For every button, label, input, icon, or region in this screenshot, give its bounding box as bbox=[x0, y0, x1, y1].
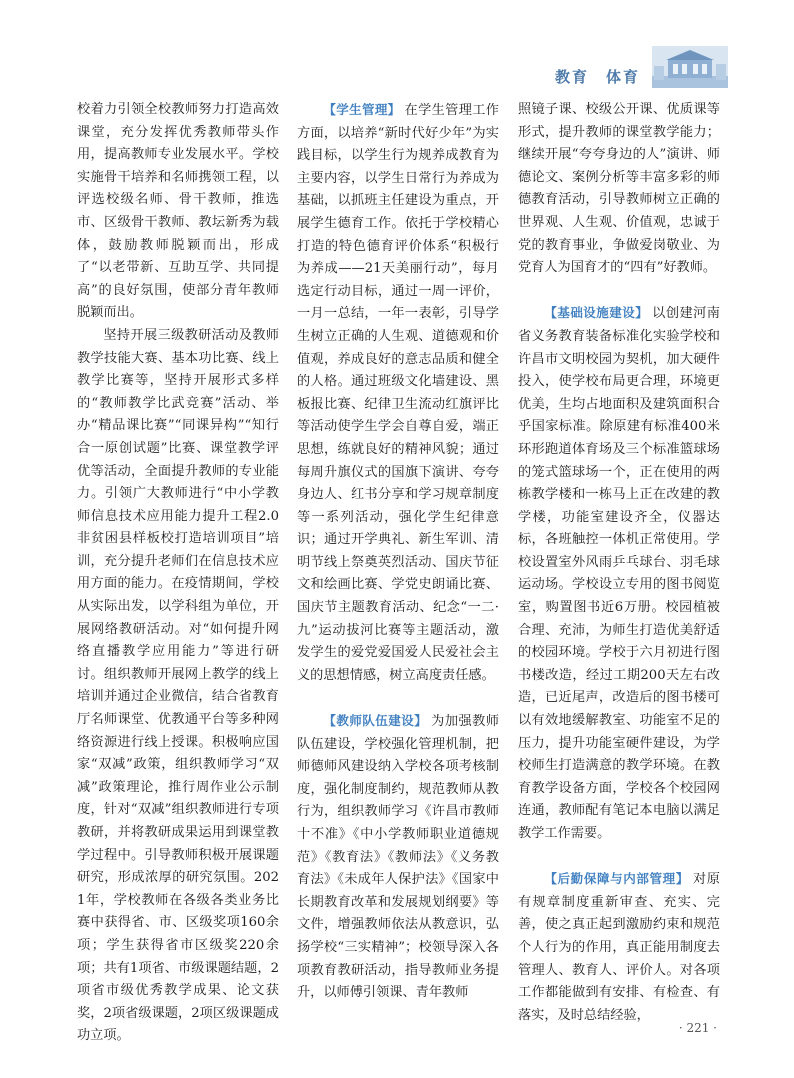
section-title: 教育 体育 bbox=[554, 67, 640, 86]
paragraph: 校着力引领全校教师努力打造高效课堂，充分发挥优秀教师带头作用，提高教师专业发展水平。学校实施骨干培养和名师携领工程，以评选校级名师、骨干教师，推选市、区级骨干教师、教坛新秀为载体，鼓励教师脱颖而出，形成了“以老带新、互助互学、共同提高”的良好氛围，使部分青年教师脱颖而出。 bbox=[77, 102, 279, 321]
building-illustration-icon bbox=[652, 46, 728, 88]
section-tag: 【教师队伍建设】 bbox=[323, 713, 428, 729]
section-text: 对原有规章制度重新审查、充实、完善，使之真正起到激励约束和规范个人行为的作用，真正能用制度去管理人、教育人、评价人。对各项工作都能做到有安排、有检查、有落实，及时总结经验， bbox=[518, 872, 720, 1023]
paragraph: 坚持开展三级教研活动及教师教学技能大赛、基本功比赛、线上教学比赛等，坚持开展形式多样的“教师教学比武竞赛”活动、举办“精品课比赛”“同课异构”“知行合一原创试题”比赛、课堂教学评优等活动，全面提升教师的专业能力。引领广大教师进行“中小学教师信息技术应用能力提升工程2.0非贫困县样板校打造培训项目”培训，充分提升老师们在信息技术应用方面的能力。在疫情期间，学校从实际出发，以学科组为单位，开展网络教研活动。对“如何提升网络直播教学应用能力”等进行研讨。组织教师开展网上教学的线上培训并通过企业微信，结合省教育厅名师课堂、优教通平台等多种网络资源进行线上授课。积极响应国家“双减”政策，组织教师学习“双减”政策理论，推行周作业公示制度，针对“双减”组织教师进行专项教研，并将教研成果运用到课堂教学过程中。引导教师积极开展课题研究，形成浓厚的研究氛围。2021年，学校教师在各级各类业务比赛中获得省、市、区级奖项160余项；学生获得省市区级奖220余项；共有1项省、市级课题结题，2项省市级优秀教学成果、论文获奖，2项省级课题，2项区级课题成功立项。 bbox=[77, 327, 279, 1044]
section-teacher-team bbox=[297, 710, 499, 1005]
section-student-management bbox=[297, 99, 499, 687]
section-logistics bbox=[518, 868, 720, 1027]
section-tag: 【学生管理】 bbox=[323, 102, 401, 117]
section-text: 为加强教师队伍建设，学校强化管理机制，把师德师风建设纳入学校各项考核制度，强化制度制约，规范教师从教行为，组织教师学习《许昌市教师十不准》《中小学教师职业道德规范》《教育法》《教师法》《义务教育法》《未成年人保护法》《国家中长期教育改革和发展规划纲要》等文件，增强教师依法从教意识，弘扬学校“三实精神”；校领导深入各项教育教研活动，指导教师业务提升，以师傅引领课、青年教师 bbox=[297, 714, 499, 1001]
page-number: · 221 · bbox=[678, 1021, 717, 1035]
column-3 bbox=[518, 99, 720, 1027]
section-infrastructure bbox=[518, 302, 720, 845]
section-text: 在学生管理工作方面，以培养“新时代好少年”为实践目标，以学生行为规养成教育为主要内容，以学生日常行为养成为基础，以抓班主任建设为重点，开展学生德育工作。依托于学校精心打造的特色德育评价体系“积极行为养成——21天美丽行动”，每月选定行动目标，通过一周一评价，一月一总结，一年一表彰，引导学生树立正确的人生观、道德观和价值观，养成良好的意志品质和健全的人格。通过班级文化墙建设、黑板报比赛、纪律卫生流动红旗评比等活动使学生学会自尊自爱，端正思想，练就良好的精神风貌；通过每周升旗仪式的国旗下演讲、夸夸身边人、红书分享和学习规章制度等一系列活动，强化学生纪律意识；通过开学典礼、新生军训、清明节线上祭奠英烈活动、国庆节征文和绘画比赛、学党史朗诵比赛、国庆节主题教育活动、纪念“一二·九”运动拔河比赛等主题活动，激发学生的爱党爱国爱人民爱社会主义的思想情感，树立高度责任感。 bbox=[297, 103, 499, 683]
section-text: 以创建河南省义务教育装备标准化实验学校和许昌市文明校园为契机，加大硬件投入，使学校布局更合理，环境更优美，生均占地面积及建筑面积合乎国家标准。除原建有标准400米环形跑道体育场及三个标准篮球场的笼式篮球场一个，正在使用的两栋教学楼和一栋马上正在改建的教学楼，功能室建设齐全，仪器达标，各班触控一体机正常使用。学校设置室外风雨乒乓球台、羽毛球运动场。学校设立专用的图书阅览室，购置图书近6万册。校园植被合理、充沛，为师生打造优美舒适的校园环境。学校于六月初进行图书楼改造，经过工期200天左右改造，已近尾声，改造后的图书楼可以有效地缓解教室、功能室不足的压力，提升功能室硬件建设，为学校师生打造满意的教学环境。在教育教学设备方面，学校各个校园网连通，教师配有笔记本电脑以满足教学工作需要。 bbox=[518, 306, 720, 841]
section-tag: 【后勤保障与内部管理】 bbox=[544, 871, 689, 887]
column-2 bbox=[297, 99, 499, 1005]
page-header bbox=[555, 44, 728, 90]
section-tag: 【基础设施建设】 bbox=[544, 305, 649, 321]
paragraph: 照镜子课、校级公开课、优质课等形式，提升教师的课堂教学能力；继续开展“夸夸身边的人”演讲、师德论文、案例分析等丰富多彩的师德教育活动，引导教师树立正确的世界观、人生观、价值观，忠诚于党的教育事业，争做爱岗敬业、为党育人为国育才的“四有”好教师。 bbox=[518, 102, 720, 276]
column-1 bbox=[77, 99, 279, 1048]
